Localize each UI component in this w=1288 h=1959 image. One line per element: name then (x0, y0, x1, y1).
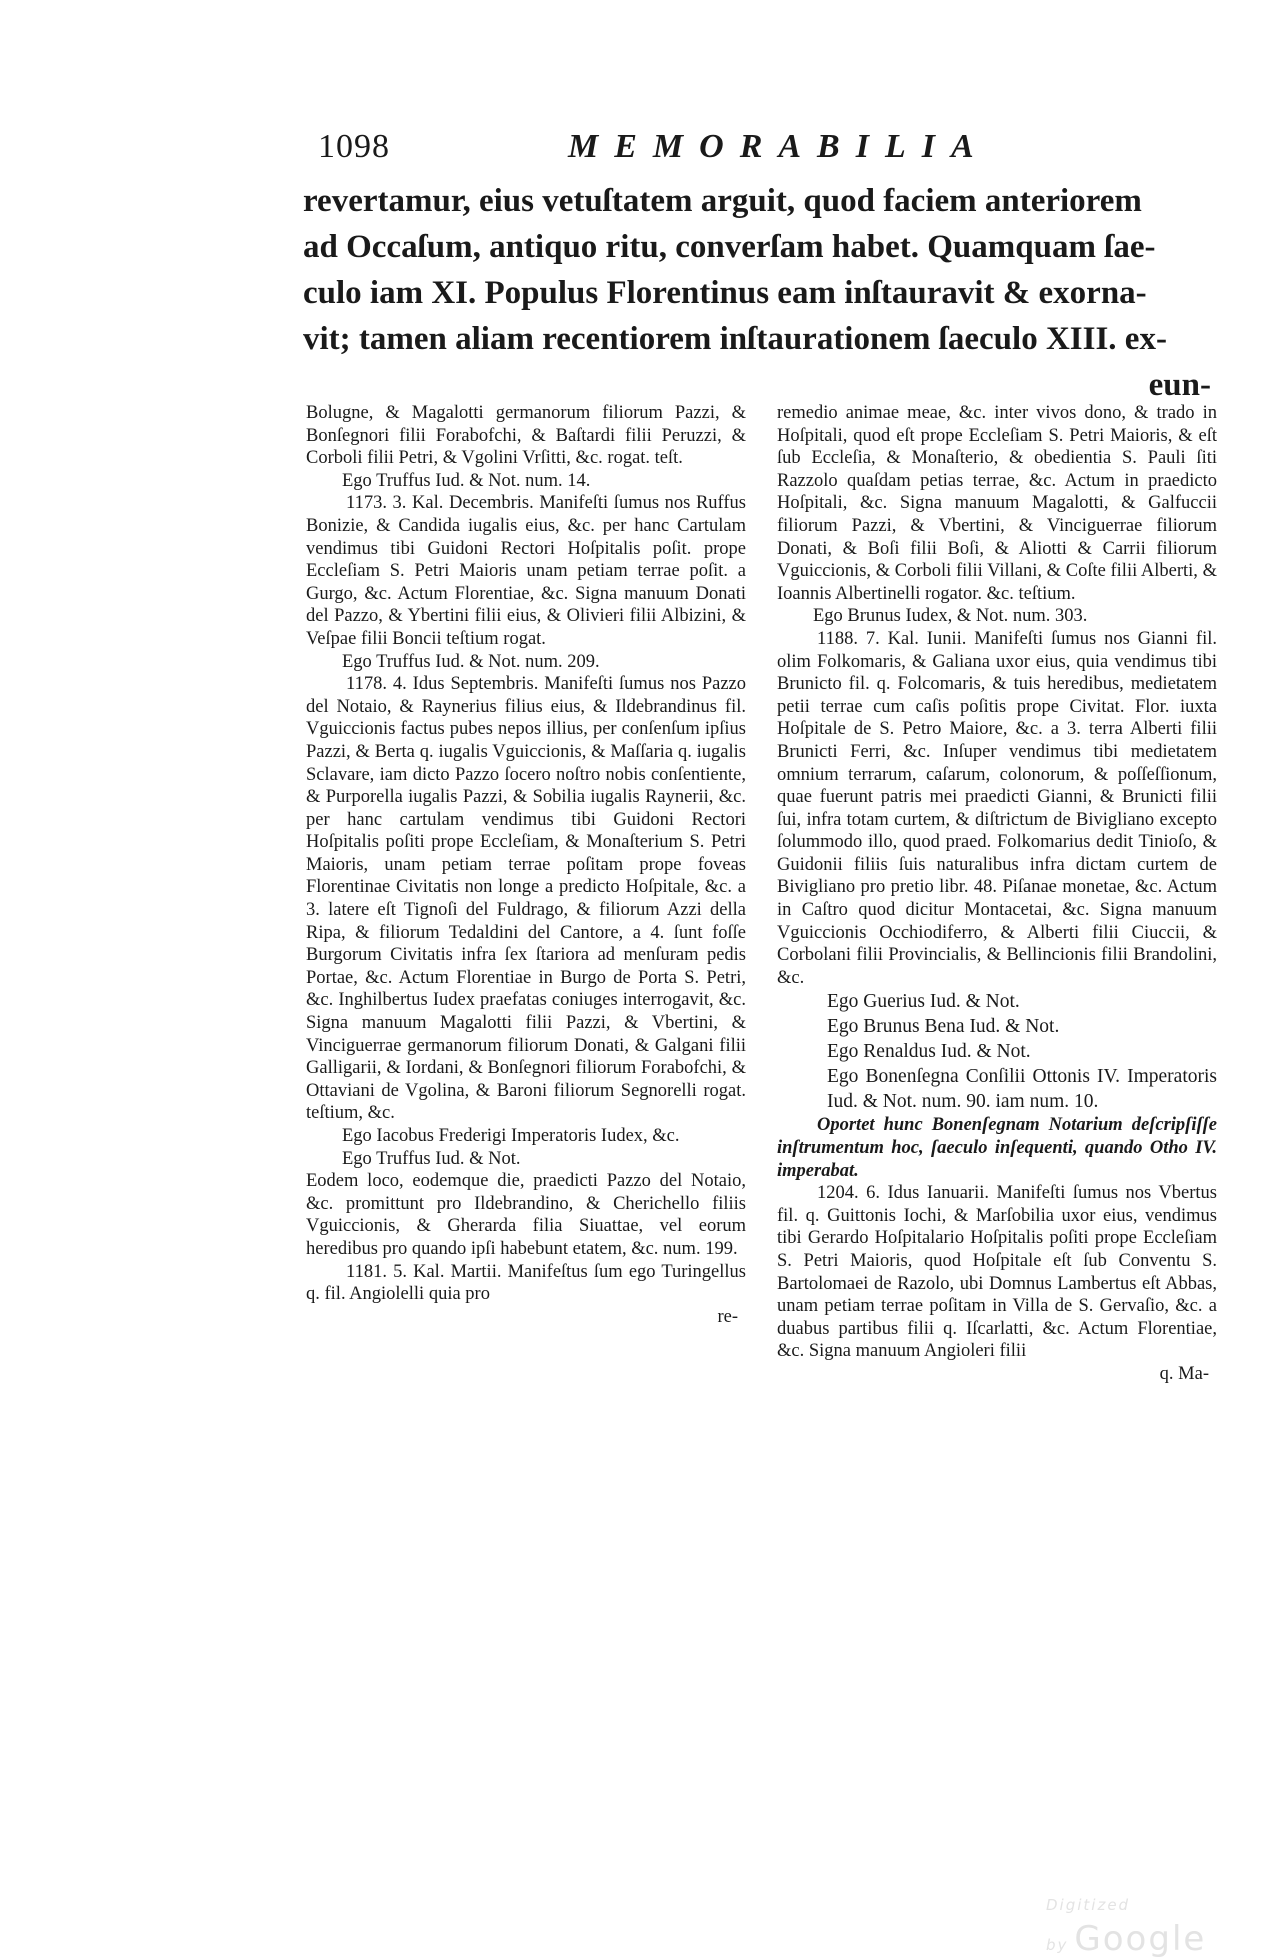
charter-paragraph: 1204. 6. Idus Ianuarii. Manifeſti ſumus nos Vbertus fil. q. Guittonis Iochi, & Marſobilia uxor eius, vendimus tibi Gerardo Hoſpitalario Hoſpitalis poſiti prope Eccleſiam S. Petri Maioris, quod Hoſpitale eſt ſub Conventu S. Bartolomaei de Razolo, ubi Domnus Lambertus eſt Abbas, unam petiam terrae poſitam in Villa de S. Gervaſio, &c. a duabus partibus filii q. Iſcarlatti, &c. Actum Florentiae, &c. Signa manuum Angioleri filii (777, 1183, 1217, 1362)
charter-paragraph: 1178. 4. Idus Septembris. Manifeſti ſumus nos Pazzo del Notaio, & Raynerius filius eius, & Ildebrandinus fil. Vguiccionis factus pubes nepos illius, per conſenſum ipſius Pazzi, & Berta q. iugalis Vguiccionis, & Maſſaria q. iugalis Sclavare, iam dicto Pazzo ſocero noſtro nobis conſentiente, & Purporella iugalis Pazzi, & Sobilia iugalis Raynerii, &c. per hanc cartulam vendimus tibi Guidoni Rectori Hoſpitalis poſiti prope Eccleſiam, & Monaſterium S. Petri Maioris, unam petiam terrae poſitam prope foveas Florentinae Civitatis non longe a predicto Hoſpitale, &c. a 3. latere eſt Tignoſi del Fuldrago, & filiorum Azzi della Ripa, & filiorum Tedaldini del Cantore, a 4. ſunt foſſe Burgorum Civitatis infra ſex ſtariora ad menſuram pedis Portae, &c. Actum Florentiae in Burgo de Porta S. Petri, &c. Inghilbertus Iudex praefatas coniuges interrogavit, &c. Signa manuum Magalotti filii Pazzi, & Vbertini, & Vinciguerrae germanorum filiorum Donati, & Galgani filii Galligarii, & Iordani, & Bonſegnori filiorum Forabofchi, & Ottaviani de Vgolina, & Baroni filiorum Segnorelli rogat. teſtium, &c. (306, 674, 746, 1124)
page-number: 1098 (318, 128, 390, 165)
main-text-line: ad Occaſum, antiquo ritu, converſam habet. Quamquam ſae- (303, 229, 1156, 265)
watermark-brand: Google (1074, 1919, 1207, 1959)
editor-note: Oportet hunc Bonenſegnam Notarium deſcripſiſſe inſtrumentum hoc, ſaeculo inſequenti, quando Otho IV. imperabat. (777, 1115, 1217, 1181)
main-text-block (303, 178, 1223, 408)
charter-paragraph: 1188. 7. Kal. Iunii. Manifeſti ſumus nos Gianni fil. olim Folkomaris, & Galiana uxor eius, quia vendimus tibi Brunicto fil. q. Folcomaris, & tuis heredibus, medietatem petii terrae cum caſis poſitis prope Civitat. Flor. iuxta Hoſpitale de S. Petro Maiore, &c. a 3. terra Alberti filii Brunicti Ferri, &c. Inſuper vendimus tibi medietatem omnium terrarum, caſarum, colonorum, & poſſeſſionum, quae fuerunt patris mei praedicti Gianni, & Brunicti filii ſui, infra totam curtem, & diſtrictum de Bivigliano excepto ſolummodo illo, quod praed. Folkomarius dedit Tinioſo, & Guidonii filiis ſuis naturalibus infra dictam curtem de Bivigliano pro pretio libr. 48. Piſanae monetae, &c. Actum in Caſtro quod dicitur Montacetai, &c. Signa manuum Vguiccionis Occhiodiferro, & Alberti filii Ciuccii, & Corbolani filii Provincialis, & Bellincionis filii Brandolini, &c. (777, 628, 1217, 988)
main-text-line: revertamur, eius vetuſtatem arguit, quod faciem anteriorem (303, 183, 1142, 219)
right-column (777, 402, 1217, 1386)
notary-signature: Ego Iacobus Frederigi Imperatoris Iudex, &c. (342, 1126, 680, 1146)
notary-signature: Ego Truffus Iud. & Not. (342, 1148, 521, 1169)
charter-paragraph: Bolugne, & Magalotti germanorum filiorum Pazzi, & Bonſegnori filii Forabofchi, & Baſtardi filii Peruzzi, & Corboli filii Petri, & Vgolini Vrſitti, &c. rogat. teſt. (306, 403, 746, 469)
notary-signature: Ego Renaldus Iud. & Not. (827, 1041, 1031, 1063)
charter-paragraph: 1173. 3. Kal. Decembris. Manifeſti ſumus nos Ruffus Bonizie, & Candida iugalis eius, &c. per hanc Cartulam vendimus tibi Guidoni Rectori Hoſpitalis poſit. prope Eccleſiam S. Petri Maioris unam petiam terrae poſit. a Gurgo, &c. Actum Florentiae, &c. Signa manuum Donati del Pazzo, & Ybertini filii eius, & Olivieri filii Albizini, & Veſpae filii Boncii teſtium rogat. (306, 493, 746, 649)
right-catchword: q. Ma- (1159, 1363, 1209, 1384)
main-text-line: vit; tamen aliam recentiorem inſtaurationem ſaeculo XIII. ex- (303, 321, 1167, 357)
left-catchword: re- (717, 1306, 738, 1327)
notary-signature: Ego Brunus Iudex, & Not. num. 303. (813, 606, 1088, 627)
charter-paragraph: 1181. 5. Kal. Martii. Manifeſtus ſum ego Turingellus q. fil. Angiolelli quia pro (306, 1261, 746, 1305)
main-catchword: eun- (1148, 367, 1211, 403)
main-text-line: culo iam XI. Populus Florentinus eam inſtauravit & exorna- (303, 275, 1147, 311)
notary-signature: Ego Bonenſegna Conſilii Ottonis IV. Imperatoris Iud. & Not. num. 90. iam num. 10. (827, 1066, 1217, 1113)
notary-signature: Ego Guerius Iud. & Not. (827, 991, 1020, 1013)
page-header (318, 128, 1218, 178)
charter-paragraph: remedio animae meae, &c. inter vivos dono, & trado in Hoſpitali, quod eſt prope Eccleſiam S. Petri Maioris, & eſt ſub Eccleſia, & Monaſterio, & obedientia S. Pauli ſiti Razzolo quaſdam petias terrae, &c. Actum in praedicto Hoſpitali, &c. Signa manuum Magalotti, & Galfuccii filiorum Pazzi, & Vbertini, & Vinciguerrae filiorum Donati, & Boſi filii Boſi, & Aliotti & Carrii filiorum Vguiccionis, & Corboli filii Villani, & Coſte filii Alberti, & Ioannis Albertinelli rogator. &c. teſtium. (777, 403, 1217, 604)
running-title: MEMORABILIA (568, 128, 990, 165)
notary-signature: Ego Truffus Iud. & Not. num. 14. (342, 470, 591, 491)
notary-signature: Ego Truffus Iud. & Not. num. 209. (342, 651, 600, 672)
left-column (306, 402, 746, 1328)
charter-paragraph: Eodem loco, eodemque die, praedicti Pazzo del Notaio, &c. promittunt pro Ildebrandino, & Cherichello filiis Vguiccionis, & Gherarda filia Siuattae, vel eorum heredibus pro quando ipſi habebunt etatem, &c. num. 199. (306, 1171, 746, 1259)
digitization-watermark (1046, 1879, 1288, 1959)
notary-signature: Ego Brunus Bena Iud. & Not. (827, 1016, 1060, 1038)
watermark-caption: Digitized by (1046, 1896, 1131, 1954)
